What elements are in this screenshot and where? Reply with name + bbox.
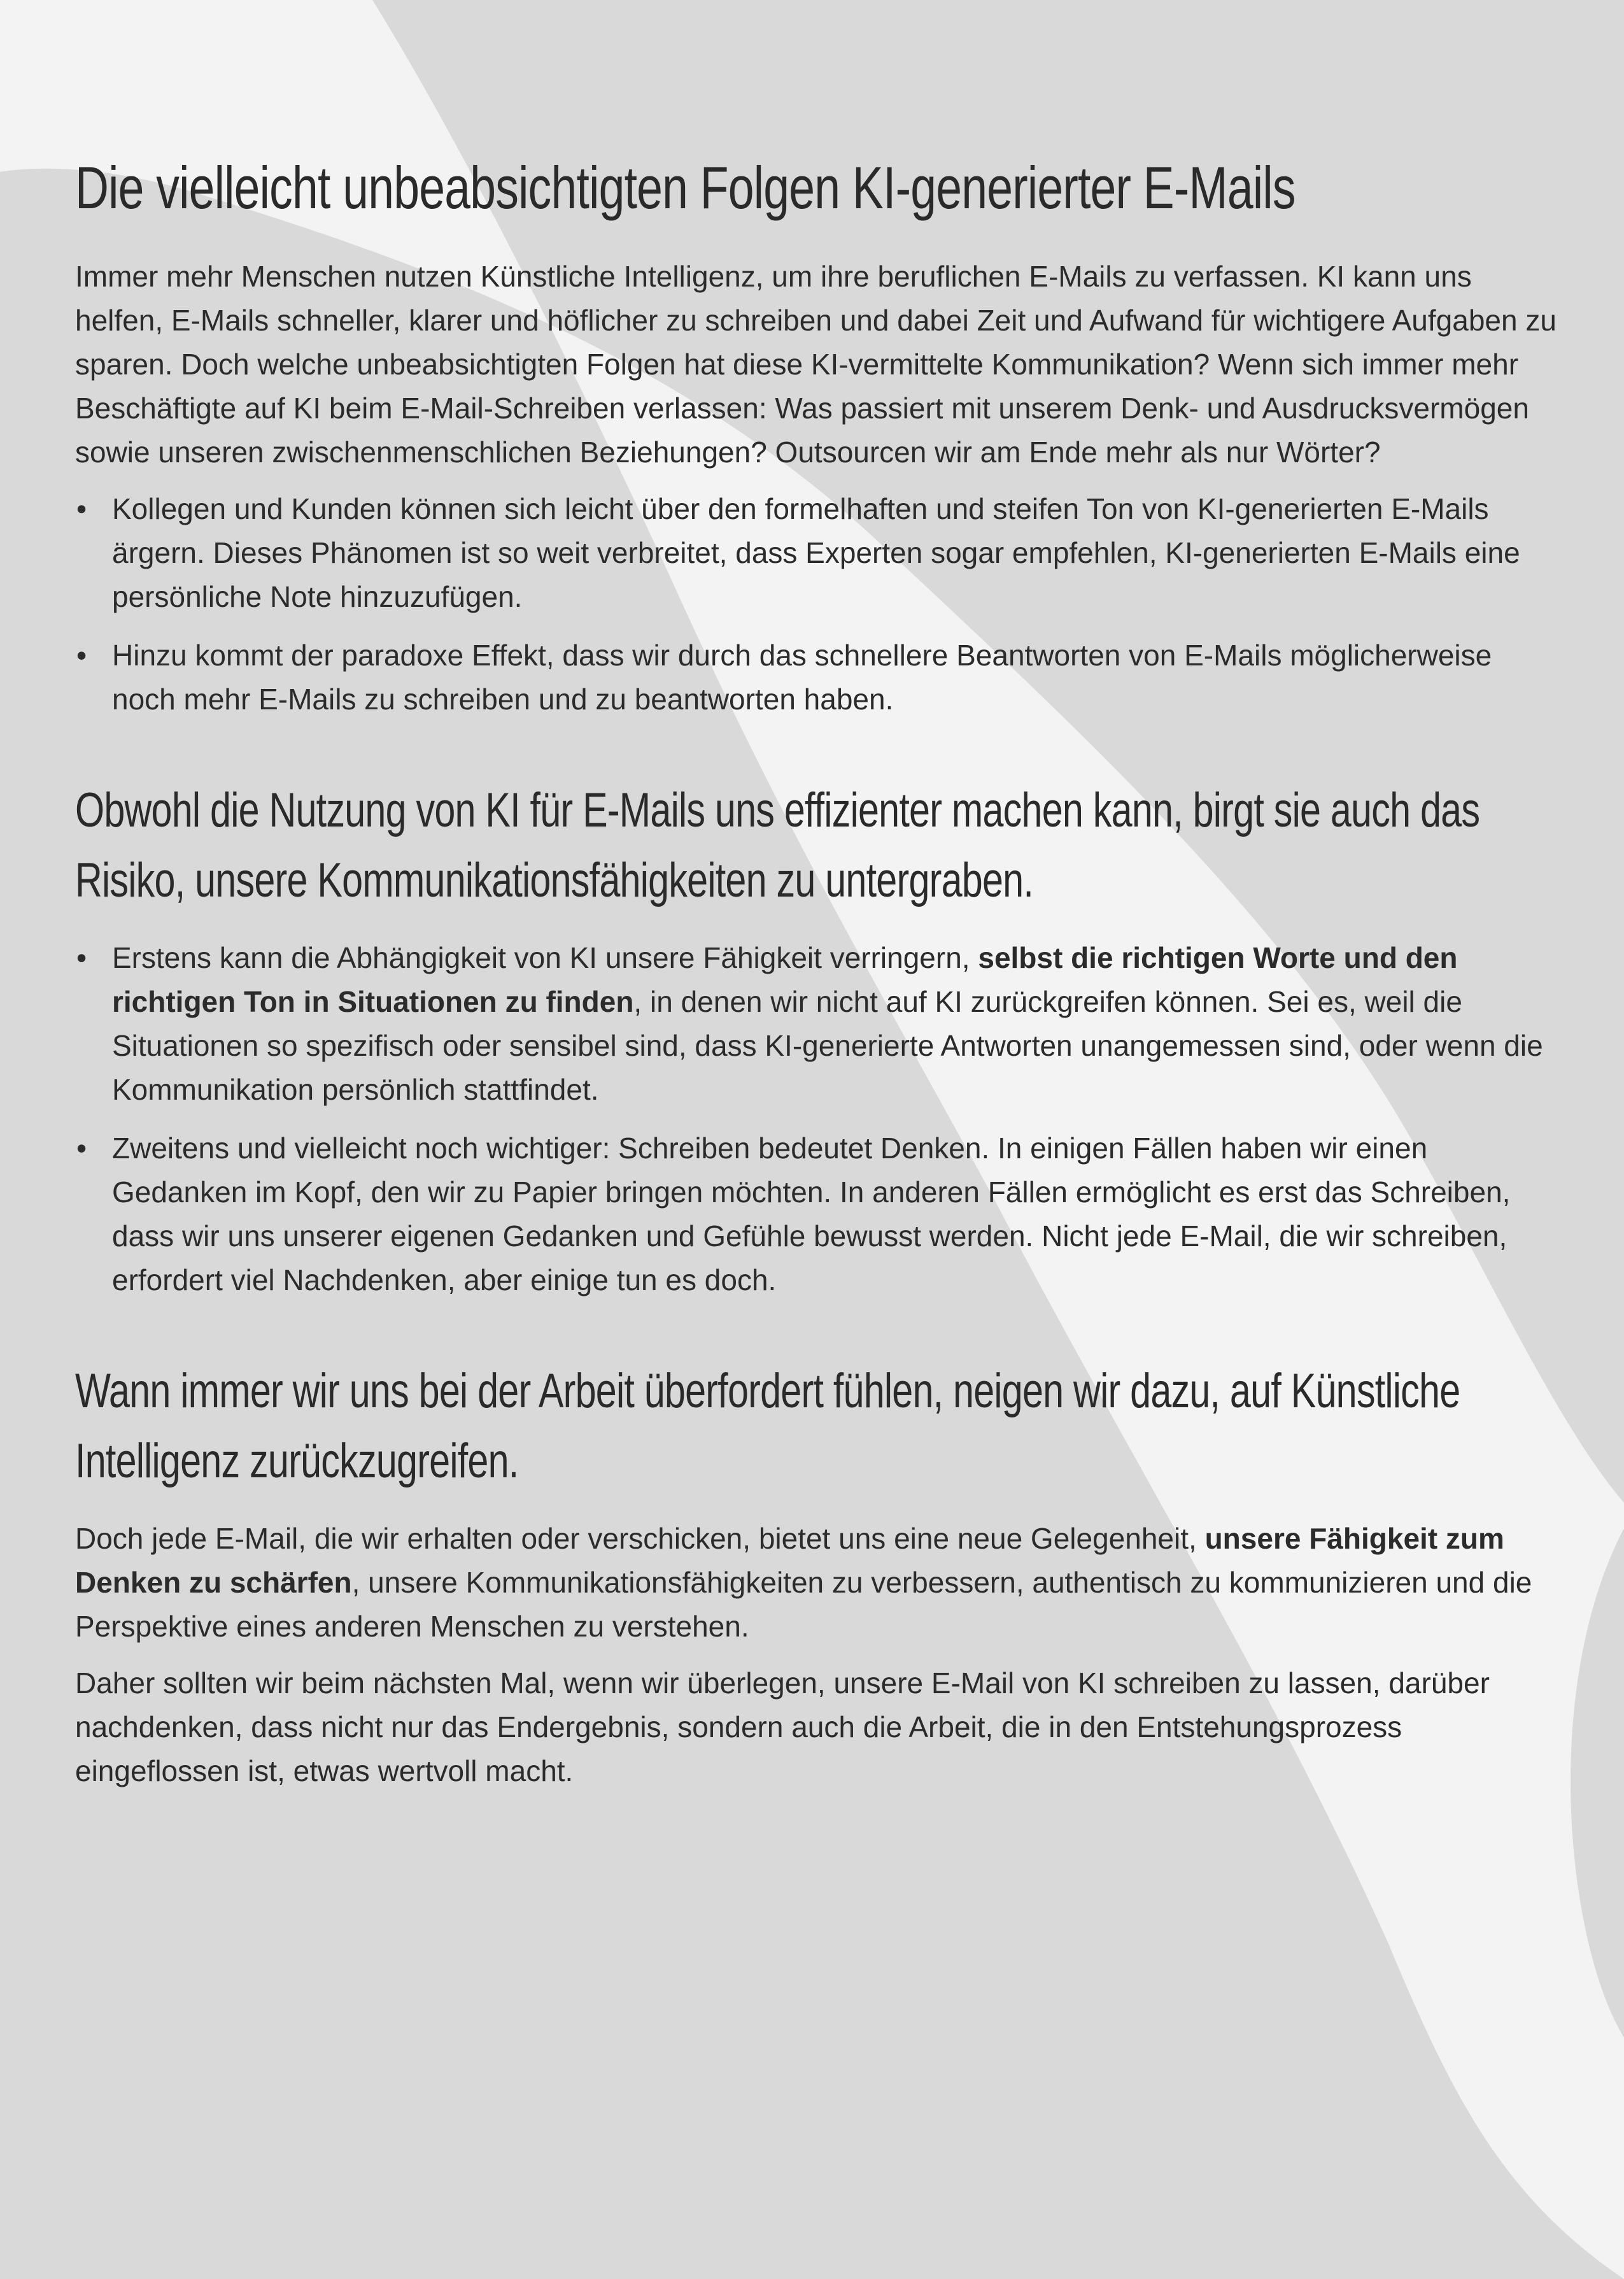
list-item bbox=[75, 634, 1558, 721]
section-heading-risks: Obwohl die Nutzung von KI für E-Mails uns effizienter machen kann, birgt sie auch das Risiko, unsere Kommunikationsfähigkeiten zu untergraben. bbox=[75, 783, 1480, 907]
list-item-text-post: , in denen wir nicht auf KI zurückgreifen können. Sei es, weil die Situationen so spezifisch oder sensibel sind, dass KI-generierte Antworten unangemessen sind, oder wenn die Kommunikation persönlich stattfindet. bbox=[112, 985, 1543, 1106]
bullet-icon: • bbox=[76, 1132, 87, 1165]
risks-list bbox=[75, 936, 1558, 1302]
bullet-icon: • bbox=[76, 941, 87, 974]
list-item-text: Zweitens und vielleicht noch wichtiger: Schreiben bedeutet Denken. In einigen Fällen haben wir einen Gedanken im Kopf, den wir zu Papier bringen möchten. In anderen Fällen ermöglicht es erst das Schreiben, dass wir uns unserer eigenen Gedanken und Gefühle bewusst werden. Nicht jede E-Mail, die wir schreiben, erfordert viel Nachdenken, aber einige tun es doch. bbox=[112, 1132, 1511, 1296]
bullet-icon: • bbox=[76, 492, 87, 525]
list-item bbox=[75, 936, 1558, 1112]
list-item-text-pre: Erstens kann die Abhängigkeit von KI unsere Fähigkeit verringern, bbox=[112, 941, 978, 974]
closing-paragraph-1 bbox=[75, 1517, 1558, 1649]
bullet-icon: • bbox=[76, 639, 87, 672]
paragraph-emphasis: unsere Fähigkeit zum Denken zu schärfen bbox=[75, 1522, 1504, 1599]
section-heading-overwhelm: Wann immer wir uns bei der Arbeit überfordert fühlen, neigen wir dazu, auf Künstliche Intelligenz zurückzugreifen. bbox=[75, 1364, 1460, 1488]
page-title: Die vielleicht unbeabsichtigten Folgen KI-generierter E-Mails bbox=[75, 154, 1296, 221]
list-item-text: Kollegen und Kunden können sich leicht über den formelhaften und steifen Ton von KI-generierten E-Mails ärgern. Dieses Phänomen ist so weit verbreitet, dass Experten sogar empfehlen, KI-generierten E-Mails eine persönliche Note hinzuzufügen. bbox=[112, 492, 1520, 613]
section-spacer bbox=[75, 1317, 1558, 1356]
list-item-text: Hinzu kommt der paradoxe Effekt, dass wir durch das schnellere Beantworten von E-Mails möglicherweise noch mehr E-Mails zu schreiben und zu beantworten haben. bbox=[112, 639, 1492, 716]
list-item-emphasis: selbst die richtigen Worte und den richtigen Ton in Situationen zu finden bbox=[112, 941, 1458, 1018]
closing-paragraph-2: Daher sollten wir beim nächsten Mal, wenn wir überlegen, unsere E-Mail von KI schreiben zu lassen, darüber nachdenken, dass nicht nur das Endergebnis, sondern auch die Arbeit, die in den Entstehungsprozess eingeflossen ist, etwas wertvoll macht. bbox=[75, 1666, 1490, 1787]
paragraph-text-pre: Doch jede E-Mail, die wir erhalten oder verschicken, bietet uns eine neue Gelegenheit, bbox=[75, 1522, 1205, 1555]
document-body bbox=[75, 150, 1558, 1806]
section-spacer bbox=[75, 736, 1558, 776]
list-item bbox=[75, 487, 1558, 619]
list-item bbox=[75, 1126, 1558, 1302]
effects-list bbox=[75, 487, 1558, 721]
paragraph-text-post: , unsere Kommunikationsfähigkeiten zu verbessern, authentisch zu kommunizieren und die Perspektive eines anderen Menschen zu verstehen. bbox=[75, 1566, 1532, 1643]
intro-paragraph: Immer mehr Menschen nutzen Künstliche Intelligenz, um ihre beruflichen E-Mails zu verfassen. KI kann uns helfen, E-Mails schneller, klarer und höflicher zu schreiben und dabei Zeit und Aufwand für wichtigere Aufgaben zu sparen. Doch welche unbeabsichtigten Folgen hat diese KI-vermittelte Kommunikation? Wenn sich immer mehr Beschäftigte auf KI beim E-Mail-Schreiben verlassen: Was passiert mit unserem Denk- und Ausdrucksvermögen sowie unseren zwischenmenschlichen Beziehungen? Outsourcen wir am Ende mehr als nur Wörter? bbox=[75, 260, 1557, 469]
